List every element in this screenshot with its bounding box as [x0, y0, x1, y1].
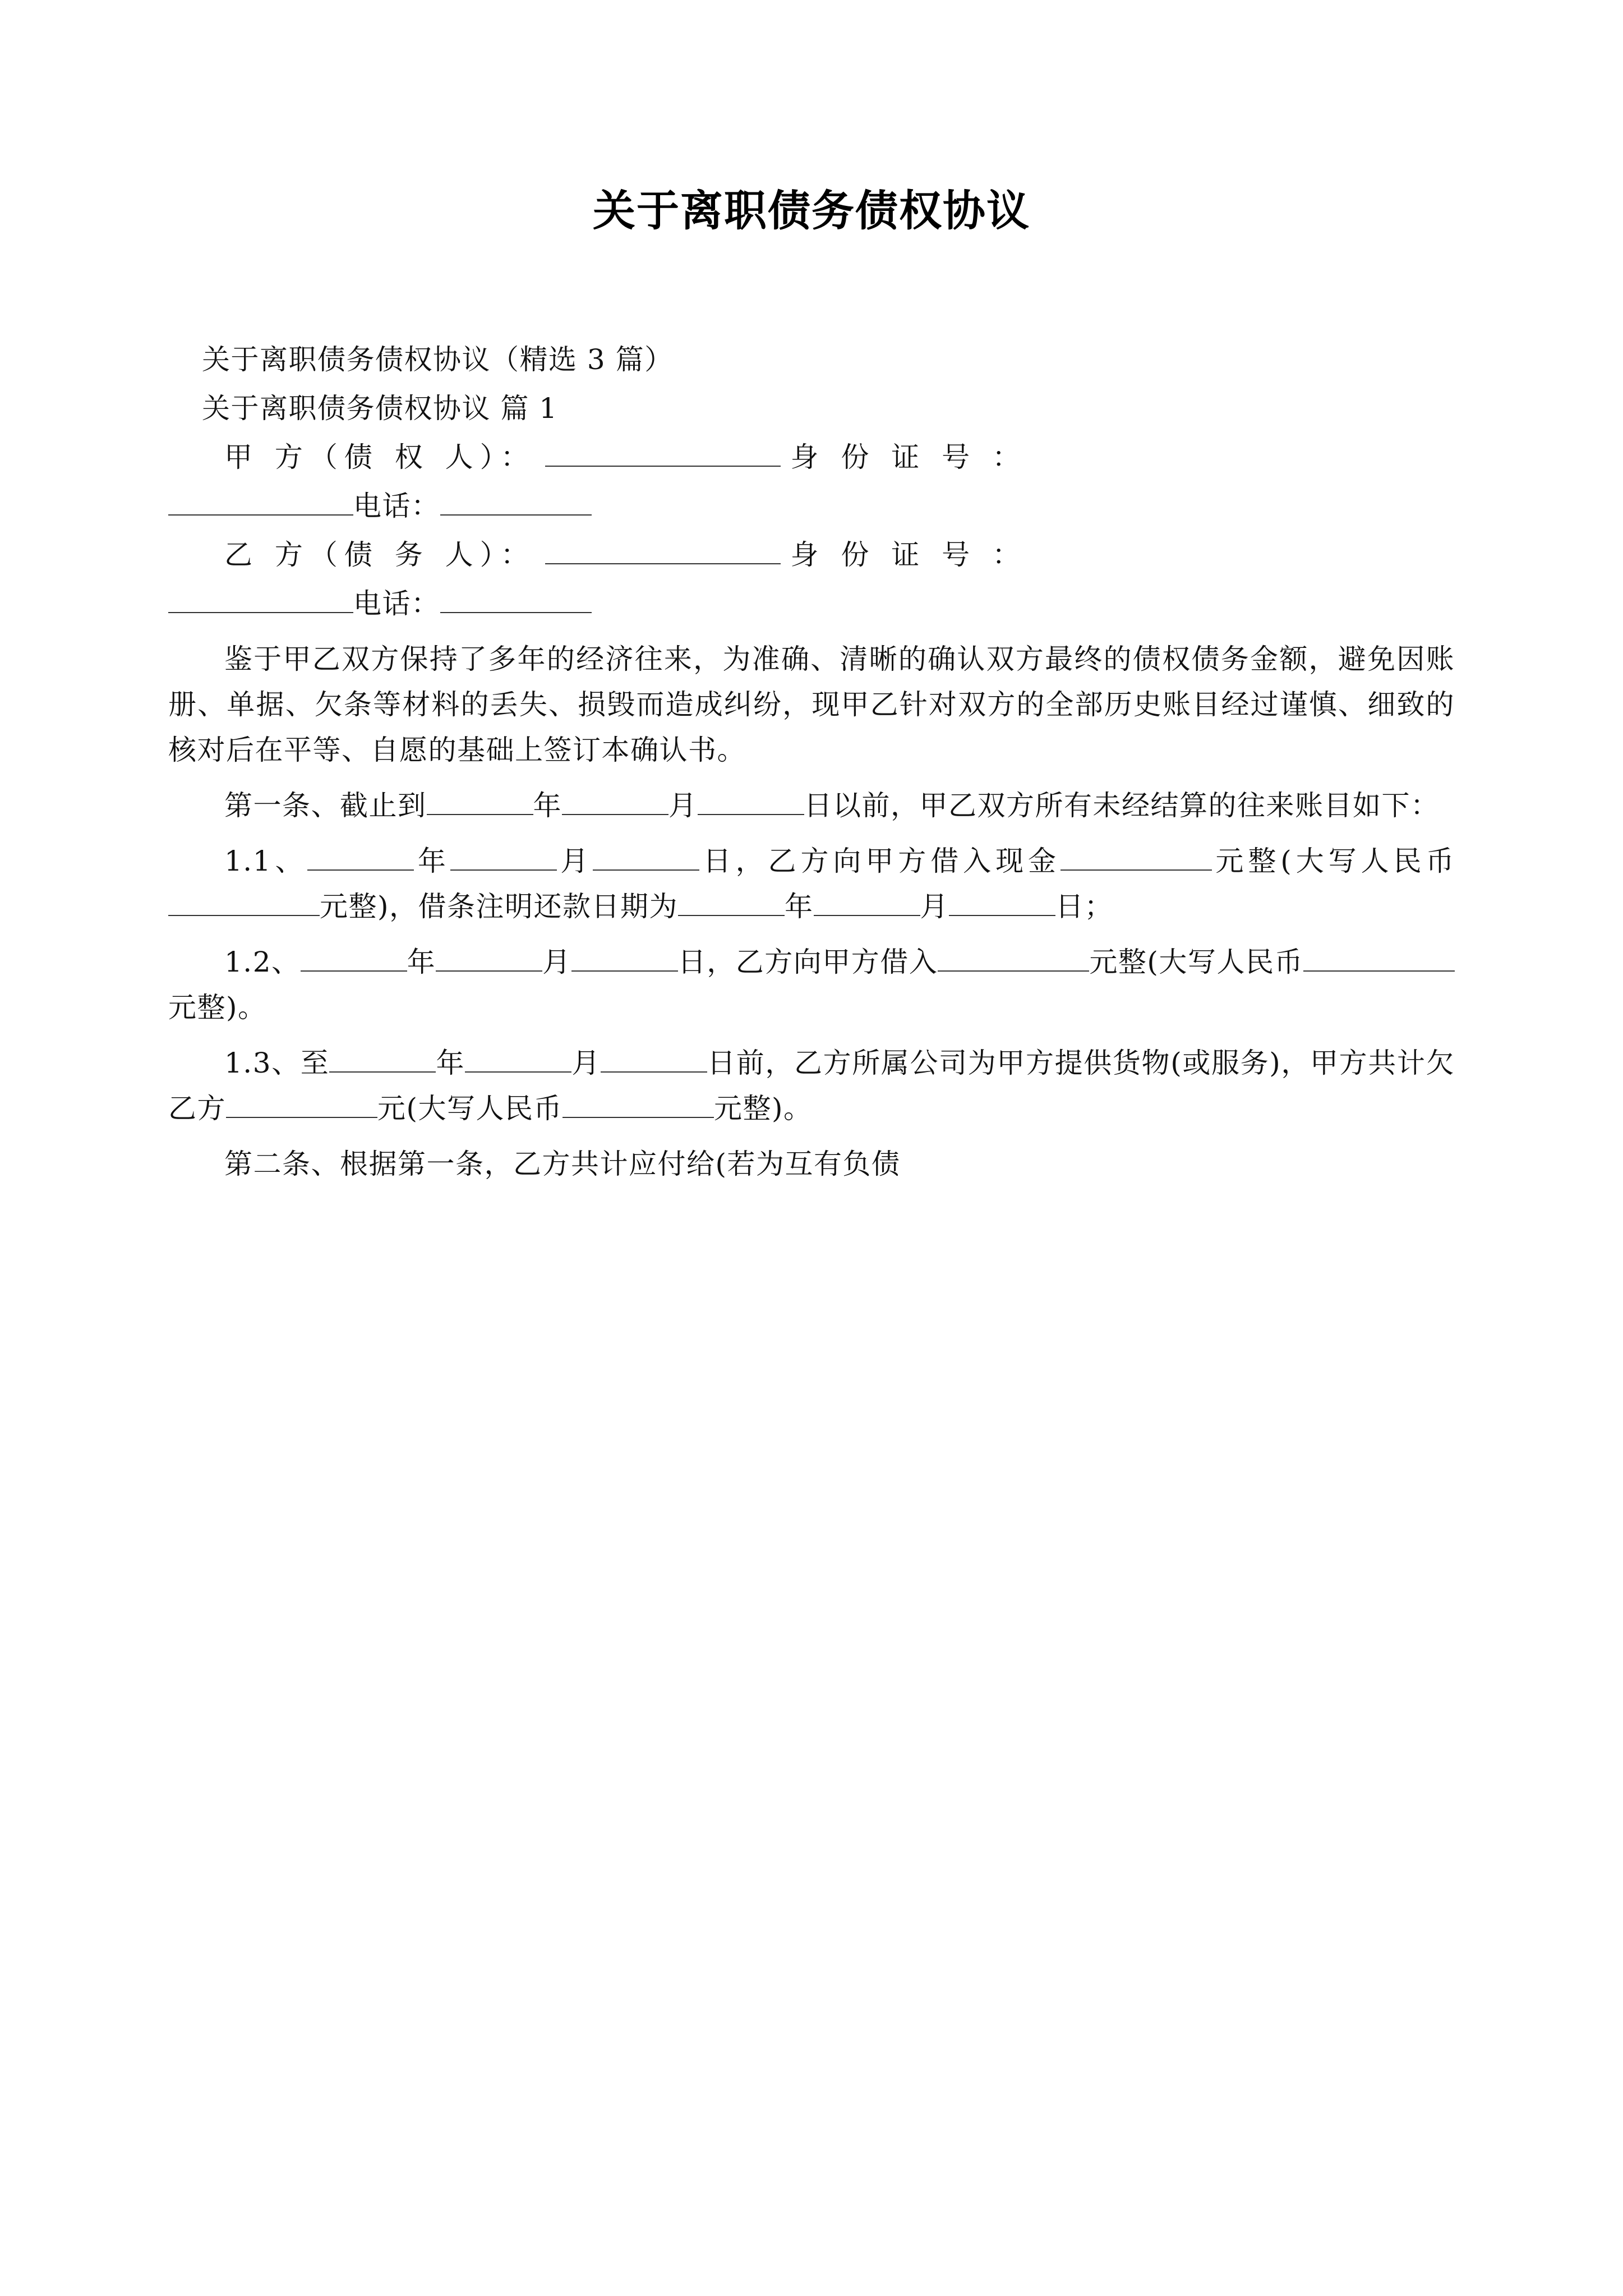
clause-1-year: 年	[533, 789, 562, 822]
item-1-1-paragraph	[168, 839, 1455, 930]
item-1-1-cash: 现金	[995, 845, 1061, 878]
item-1-1-year: 年	[414, 845, 450, 878]
item-1-1-capital-blank	[168, 890, 320, 916]
item-1-3-line2: 司为甲方提供货物(或服务)，甲方共计欠乙方	[168, 1047, 1455, 1125]
item-1-2-day-blank	[571, 946, 678, 972]
item-1-2-paragraph	[168, 940, 1455, 1030]
party-b-phone-label: 电话：	[353, 587, 440, 620]
party-b-phone-line	[168, 581, 1455, 627]
item-1-1-month: 月	[556, 845, 593, 878]
item-1-2-yuan: 元整(大写人民币	[1089, 946, 1304, 979]
clause-1-month-blank	[562, 789, 668, 815]
item-1-3-no: 1.3、至	[224, 1047, 330, 1080]
item-1-1-day2: 日；	[1055, 890, 1114, 923]
item-1-1-year2: 年	[785, 890, 814, 923]
clause-1-lead: 第一条、截止到	[224, 789, 427, 822]
party-b-phone-blank	[440, 587, 592, 613]
party-a-id-label: 身 份 证 号 ：	[790, 441, 1027, 474]
item-1-3-line3-a: 元(大写人民币	[377, 1092, 563, 1125]
party-a-phone-label: 电话：	[353, 490, 440, 523]
document-body	[168, 337, 1455, 1187]
party-a-id-blank	[168, 490, 353, 516]
item-1-1-note: 注明还款日期为	[476, 890, 679, 923]
party-b-label: 乙 方（债 务 人）：	[224, 539, 536, 572]
item-1-3-capital-blank	[562, 1092, 714, 1118]
party-b-line	[168, 532, 1455, 578]
item-1-3-year-blank	[329, 1047, 436, 1073]
party-b-id-label: 身 份 证 号 ：	[790, 539, 1027, 572]
item-1-2-yuan2: 元整)。	[168, 991, 267, 1024]
item-1-3-month-blank	[465, 1047, 571, 1073]
item-1-3-line3-b: 元整)。	[714, 1092, 813, 1125]
item-1-2-capital-blank	[1303, 946, 1455, 972]
item-1-1-month-blank	[450, 845, 557, 871]
party-a-phone-line	[168, 484, 1455, 529]
item-1-2-month-blank	[436, 946, 542, 972]
item-1-2-year: 年	[407, 946, 436, 979]
page-title: 关于离职债务债权协议	[593, 186, 1030, 236]
item-1-1-year-blank	[307, 845, 414, 871]
clause-2-paragraph: 第二条、根据第一条，乙方共计应付给(若为互有负债	[224, 1148, 901, 1181]
party-a-line	[168, 435, 1455, 480]
item-1-3-day-blank	[601, 1047, 707, 1073]
clause-1-day-blank	[698, 789, 804, 815]
item-1-3-year: 年	[436, 1047, 465, 1080]
item-1-2-year-blank	[301, 946, 407, 972]
item-1-1-yuan2: 元整)，借条	[320, 890, 476, 923]
item-1-2-day: 日，乙方向甲方借入	[677, 946, 938, 979]
item-1-3-paragraph	[168, 1041, 1455, 1131]
item-1-3-day: 日前，乙方所属公	[707, 1047, 939, 1080]
item-1-1-day: 日，乙方向甲方借入	[699, 845, 996, 878]
section-heading: 关于离职债务债权协议 篇 1	[202, 392, 558, 425]
clause-1-tail: 甲乙双方所有未经结算的往来账目如下：	[919, 789, 1440, 822]
party-a-label: 甲 方（债 权 人）：	[224, 441, 536, 474]
item-1-1-month2: 月	[920, 890, 949, 923]
subtitle-line: 关于离职债务债权协议（精选 3 篇）	[202, 343, 674, 376]
item-1-1-year2-blank	[678, 890, 785, 916]
party-a-phone-blank	[440, 490, 592, 516]
item-1-1-day-blank	[593, 845, 699, 871]
clause-1-paragraph	[168, 783, 1455, 829]
clause-1-month: 月	[668, 789, 698, 822]
party-b-id-blank	[168, 587, 353, 613]
clause-1-day: 日以前，	[804, 789, 920, 822]
item-1-3-month: 月	[571, 1047, 601, 1080]
item-1-1-month2-blank	[814, 890, 920, 916]
item-1-2-month: 月	[542, 946, 571, 979]
party-b-name-blank	[545, 539, 781, 564]
item-1-1-day2-blank	[949, 890, 1055, 916]
preamble-paragraph: 鉴于甲乙双方保持了多年的经济往来，为准确、清晰的确认双方最终的债权债务金额，避免因账册、单据、欠条等材料的丢失、损毁而造成纠纷，现甲乙针对双方的全部历史账目经过谨慎、细致的核对后在平等、自愿的基础上签订本确认书。	[168, 643, 1455, 767]
party-a-name-blank	[545, 441, 781, 467]
item-1-3-amount-blank	[226, 1092, 377, 1118]
item-1-2-amount-blank	[938, 946, 1089, 972]
item-1-1-yuan: 元整(大写人民币	[1211, 845, 1455, 878]
clause-1-year-blank	[427, 789, 533, 815]
item-1-1-no: 1.1、	[224, 845, 308, 878]
item-1-2-no: 1.2、	[224, 946, 301, 979]
item-1-1-cash-blank	[1061, 845, 1212, 871]
